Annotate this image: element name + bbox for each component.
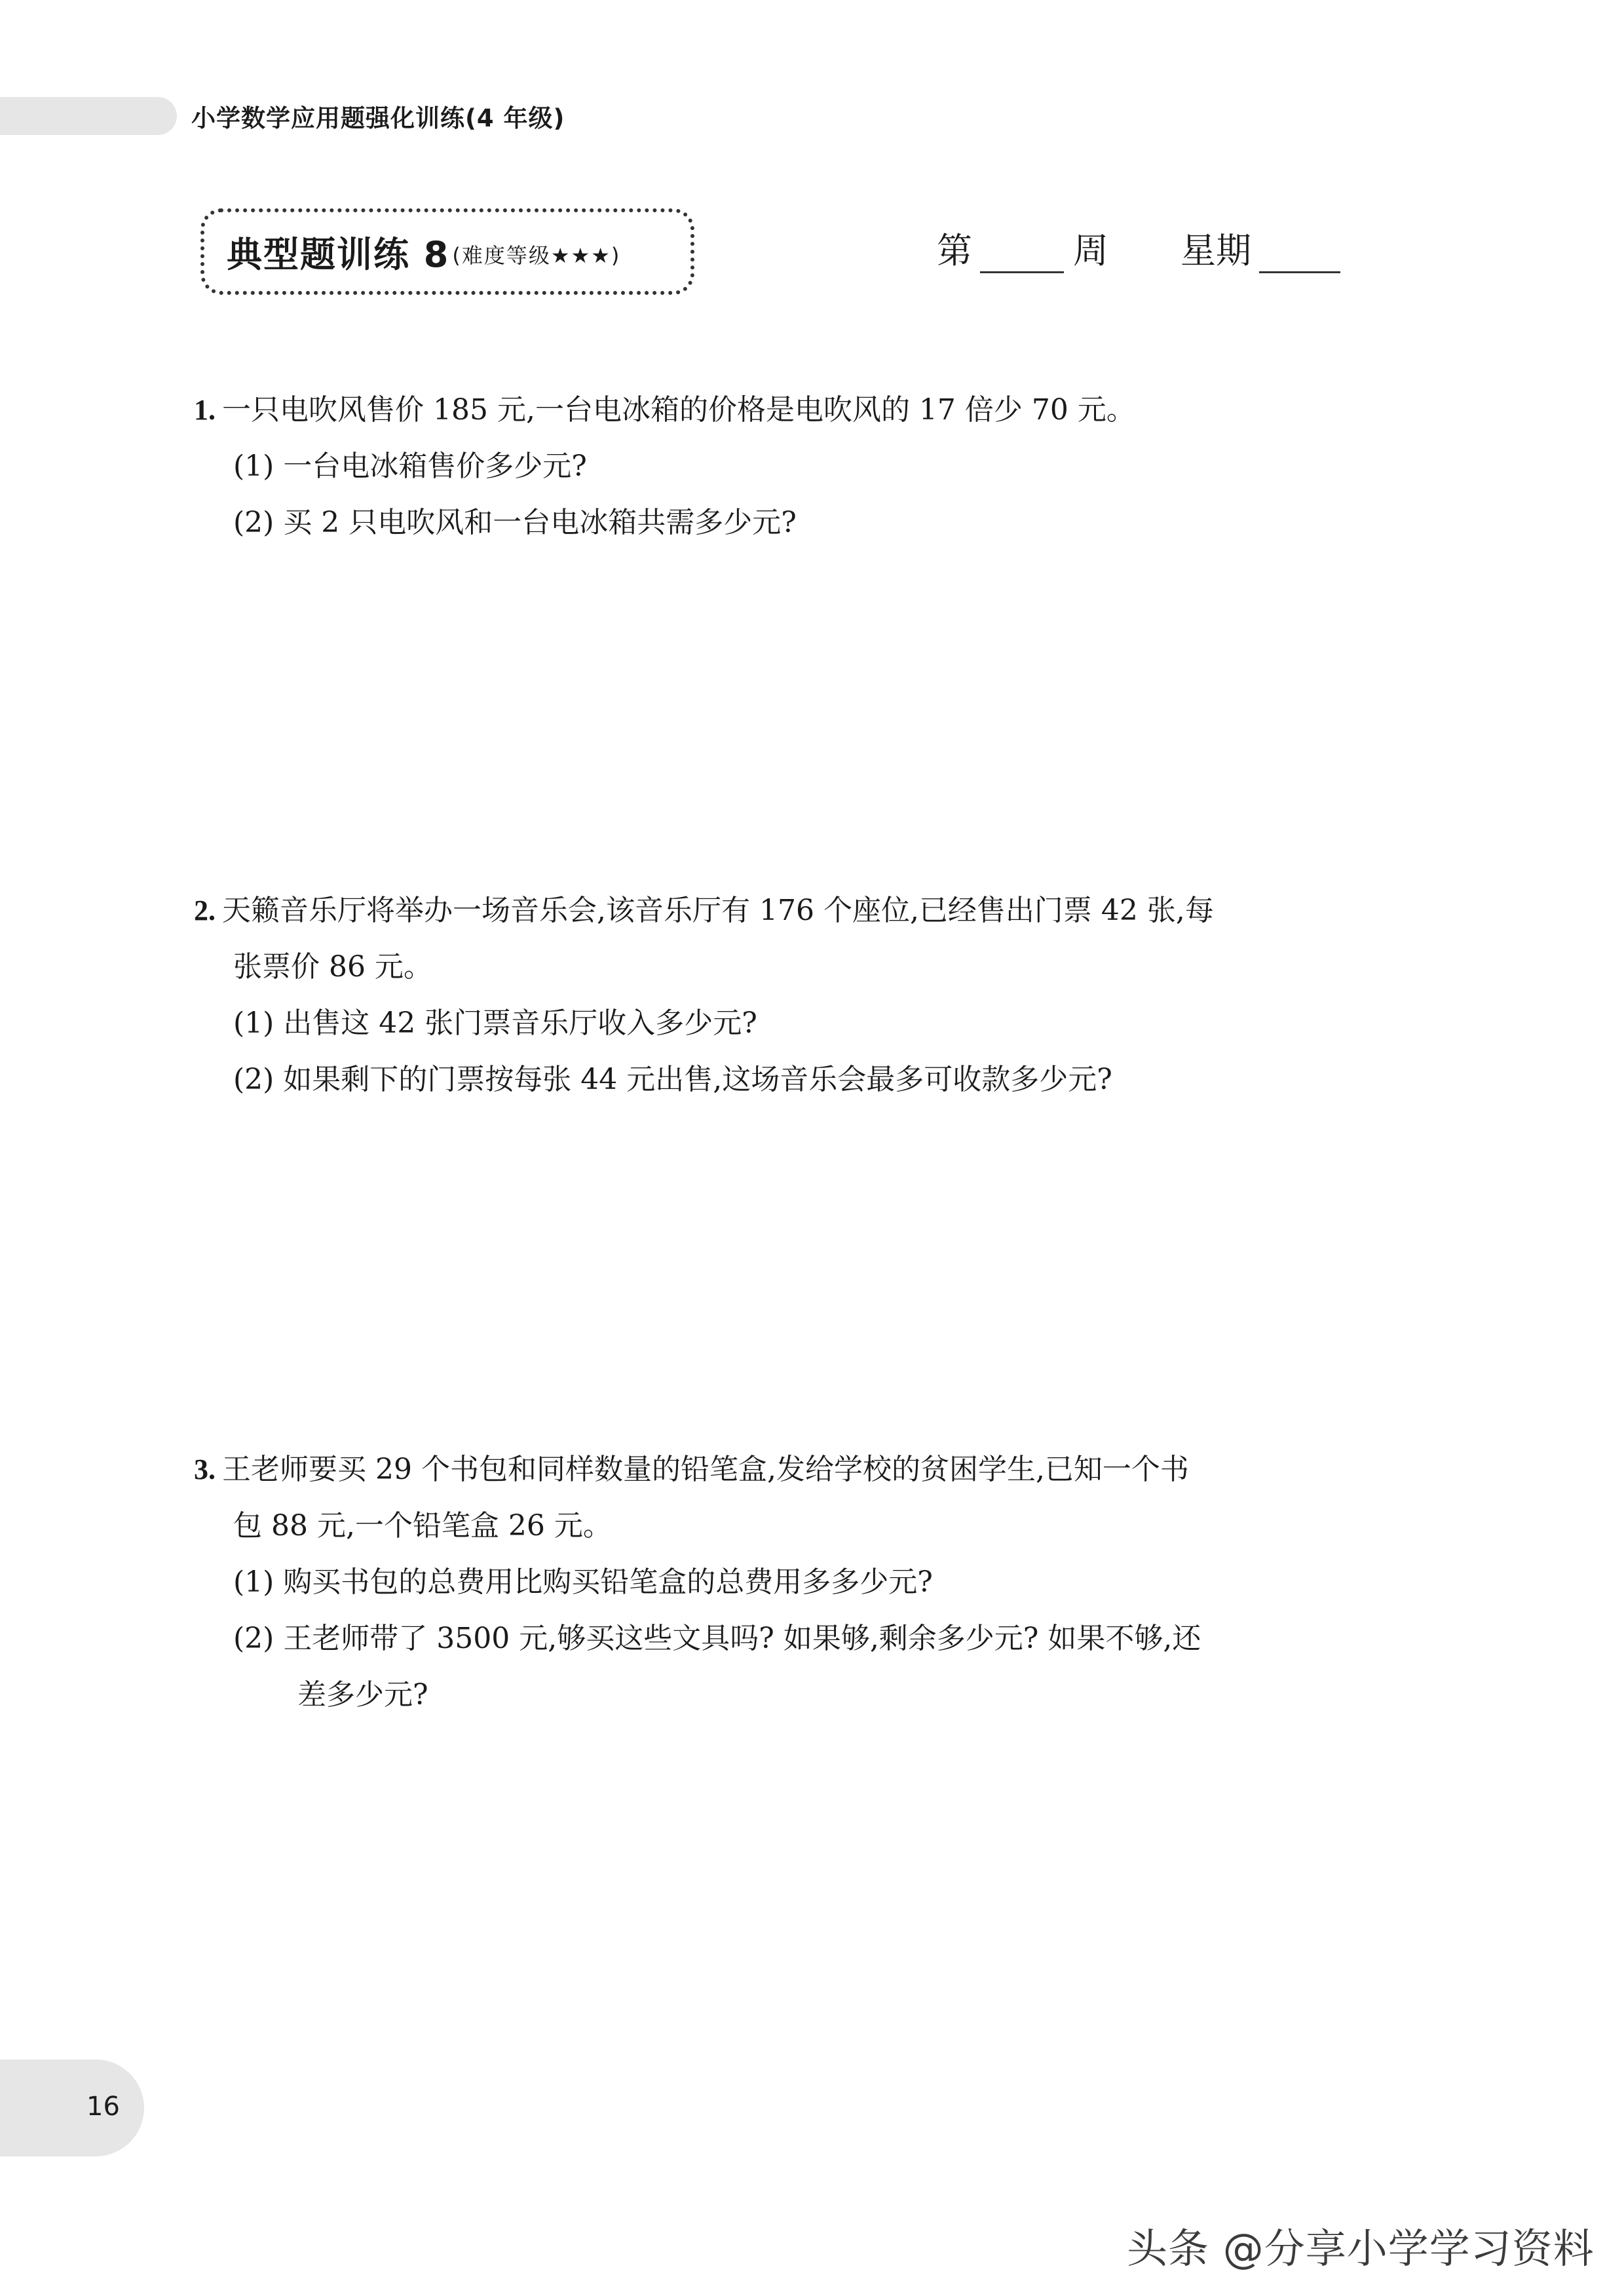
sub-question-continued: 差多少元? — [297, 1678, 428, 1712]
sub-question: (1) 一台电冰箱售价多少元? — [233, 450, 587, 483]
watermark: 头条 @分享小学学习资料 — [1127, 2225, 1595, 2272]
week-prefix: 第 — [937, 230, 972, 271]
question-number: 3. — [194, 1453, 216, 1485]
sub-question: (1) 购买书包的总费用比购买铅笔盒的总费用多多少元? — [233, 1565, 933, 1599]
sub-question: (2) 买 2 只电吹风和一台电冰箱共需多少元? — [233, 506, 797, 539]
question-number: 2. — [194, 894, 216, 927]
weekday-label: 星期 — [1180, 230, 1251, 271]
page-number: 16 — [86, 2092, 120, 2122]
week-blank[interactable] — [980, 231, 1064, 273]
question-stem: 1. 一只电吹风售价 185 元,一台电冰箱的价格是电吹风的 17 倍少 70 元。 — [194, 393, 1135, 427]
sub-question: (2) 王老师带了 3500 元,够买这些文具吗? 如果够,剩余多少元? 如果不够,还 — [233, 1622, 1201, 1655]
question-number: 1. — [194, 394, 216, 426]
question-2 — [194, 883, 1452, 1108]
page-number-tab — [0, 2059, 144, 2156]
question-stem-continued: 张票价 86 元。 — [233, 950, 432, 984]
question-stem: 2. 天籁音乐厅将举办一场音乐会,该音乐厅有 176 个座位,已经售出门票 42 张,每 — [194, 894, 1214, 927]
question-stem: 3. 王老师要买 29 个书包和同样数量的铅笔盒,发给学校的贫困学生,已知一个书 — [194, 1453, 1189, 1486]
sub-question: (1) 出售这 42 张门票音乐厅收入多少元? — [233, 1006, 757, 1040]
header-tab — [0, 97, 177, 135]
week-label: 周 — [1073, 230, 1108, 271]
weekday-blank[interactable] — [1259, 231, 1340, 273]
section-title-box — [200, 208, 694, 295]
sub-question: (2) 如果剩下的门票按每张 44 元出售,这场音乐会最多可收款多少元? — [233, 1063, 1112, 1096]
running-header: 小学数学应用题强化训练(4 年级) — [191, 104, 565, 132]
difficulty-level: (难度等级★★★) — [452, 243, 621, 268]
date-fill-line — [937, 223, 1340, 273]
question-1 — [194, 382, 1452, 551]
question-3 — [194, 1442, 1452, 1723]
question-stem-continued: 包 88 元,一个铅笔盒 26 元。 — [233, 1509, 612, 1542]
section-title: 典型题训练 8 — [227, 233, 450, 275]
